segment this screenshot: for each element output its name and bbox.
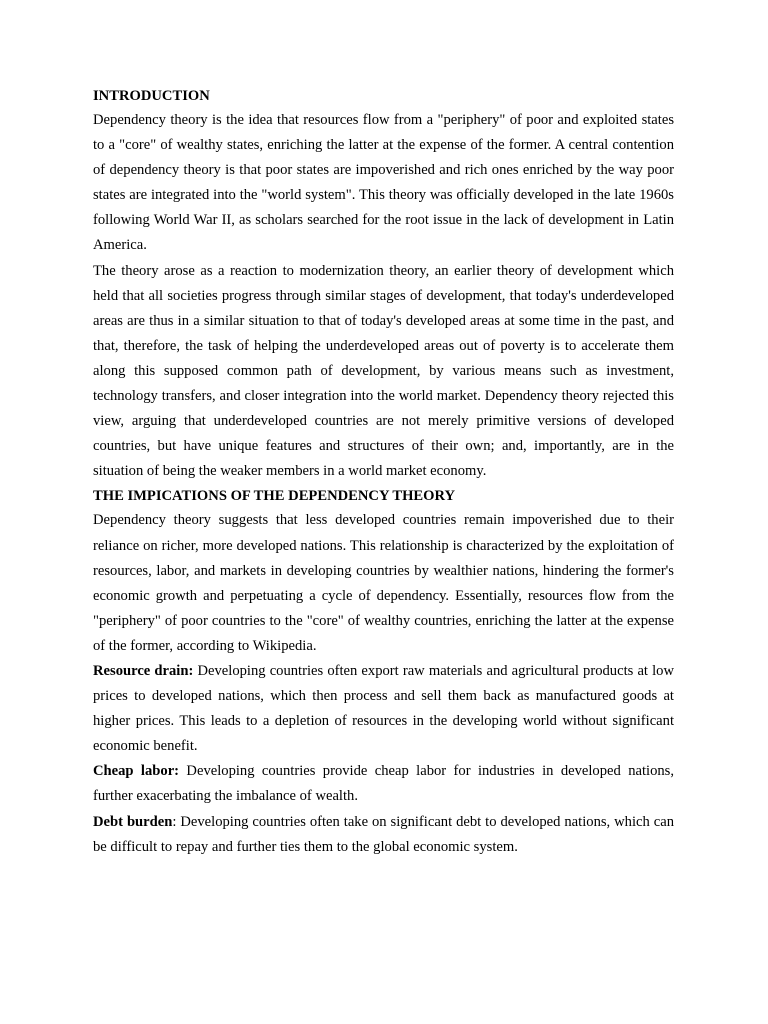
implications-paragraph: Dependency theory suggests that less developed countries remain impoverished due to their reliance on richer, more developed nations. This relationship is characterized by the exploitation of resources, labor, and markets in developing countries by wealthier nations, hindering the former's economic growth and perpetuating a cycle of dependency. Essentially, resources flow from the "periphery" of poor countries to the "core" of wealthy countries, enriching the latter at the expense of the former, according to Wikipedia. <box>93 512 674 654</box>
introduction-heading: INTRODUCTION <box>93 88 210 104</box>
point-text: Developing countries often export raw materials and agricultural products at low prices to developed nations, which then process and sell them back as manufactured goods at higher prices. This leads to a depletion of resources in the developing world without significant economic benefit. <box>93 662 675 755</box>
intro-paragraph-1: Dependency theory is the idea that resources flow from a "periphery" of poor and exploited states to a "core" of wealthy states, enriching the latter at the expense of the former. A central contention of dependency theory is that poor states are impoverished and rich ones enriched by the way poor states are integrated into the "world system". This theory was officially developed in the late 1960s following World War II, as scholars searched for the root issue in the lack of development in Latin America. <box>93 112 674 254</box>
point-resource-drain <box>93 659 674 759</box>
point-text: Developing countries provide cheap labor for industries in developed nations, further exacerbating the imbalance of wealth. <box>93 763 674 805</box>
point-term: Resource drain: <box>93 662 194 679</box>
point-term: Debt burden <box>93 813 173 830</box>
point-debt-burden <box>93 810 674 860</box>
point-cheap-labor <box>93 759 674 809</box>
intro-paragraph-2: The theory arose as a reaction to modernization theory, an earlier theory of development which held that all societies progress through similar stages of development, that today's underdeveloped areas are thus in a similar situation to that of today's developed areas at some time in the past, and that, therefore, the task of helping the underdeveloped areas out of poverty is to accelerate them along this supposed common path of development, by various means such as investment, technology transfers, and closer integration into the world market. Dependency theory rejected this view, arguing that underdeveloped countries are not merely primitive versions of developed countries, but have unique features and structures of their own; and, importantly, are in the situation of being the weaker members in a world market economy. <box>93 262 674 480</box>
implications-heading: THE IMPICATIONS OF THE DEPENDENCY THEORY <box>93 488 456 505</box>
point-text: : Developing countries often take on significant debt to developed nations, which can be difficult to repay and further ties them to the global economic system. <box>93 813 674 855</box>
document-page <box>93 84 674 860</box>
point-term: Cheap labor: <box>93 763 180 780</box>
